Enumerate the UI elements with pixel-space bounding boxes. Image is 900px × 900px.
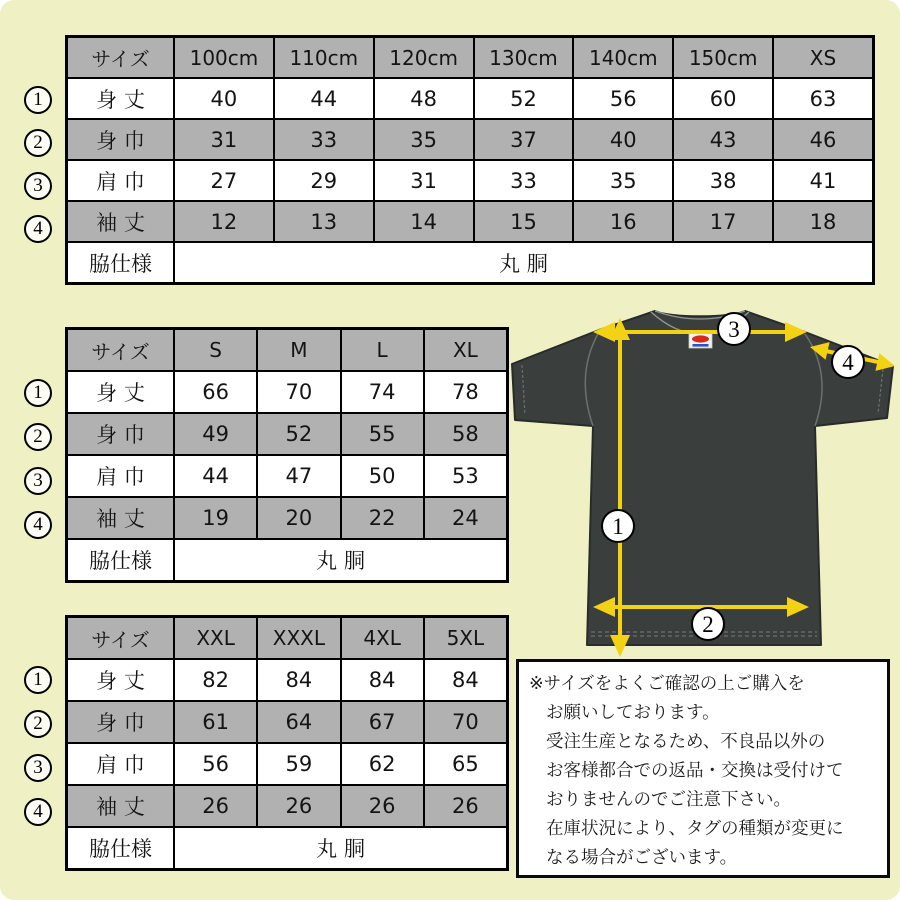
column-header: XXL [174,617,257,660]
column-header: 120cm [374,37,474,79]
column-header: L [341,329,424,372]
size-value: 27 [174,160,274,201]
footer-value: 丸 胴 [174,242,873,284]
size-value: 13 [274,201,374,242]
size-value: 55 [341,413,424,455]
size-table-adult [65,327,509,583]
row-marker-1: 1 [24,86,52,114]
size-value: 40 [573,119,673,160]
column-header: 110cm [274,37,374,79]
size-value: 78 [424,371,508,413]
size-value: 35 [374,119,474,160]
size-table-plus [65,615,509,871]
column-header: 100cm [174,37,274,79]
purchase-notice-box [516,659,890,878]
size-value: 52 [474,78,574,119]
size-value: 35 [573,160,673,201]
size-value: 47 [257,455,340,497]
size-value: 84 [341,659,424,701]
row-label: 身 巾 [67,701,175,743]
svg-text:3: 3 [728,317,740,342]
size-value: 82 [174,659,257,701]
size-value: 26 [257,785,340,827]
measure-badge-2 [692,608,724,640]
size-value: 46 [773,119,873,160]
notice-line: お客様都合での返品・交換は受付けて [546,761,844,781]
row-label: 脇仕様 [67,827,175,870]
row-label: 袖 丈 [67,497,175,539]
size-value: 17 [673,201,773,242]
size-value: 33 [474,160,574,201]
row-marker-2: 2 [24,129,52,157]
svg-text:4: 4 [842,350,854,375]
size-value: 16 [573,201,673,242]
size-value: 60 [673,78,773,119]
svg-text:2: 2 [702,612,714,637]
size-value: 84 [424,659,508,701]
column-header: 150cm [673,37,773,79]
column-header: サイズ [67,617,175,660]
size-value: 64 [257,701,340,743]
size-value: 62 [341,743,424,785]
row-marker-3: 3 [24,754,52,782]
svg-text:1: 1 [612,514,624,539]
notice-line: ※サイズをよくご確認の上ご購入を [529,674,805,694]
row-label: 脇仕様 [67,539,175,582]
size-value: 40 [174,78,274,119]
row-label: 身 丈 [67,659,175,701]
notice-line: 受注生産となるため、不良品以外の [546,732,826,752]
size-value: 33 [274,119,374,160]
row-label: 肩 巾 [67,743,175,785]
footer-value: 丸 胴 [174,827,508,870]
size-value: 12 [174,201,274,242]
row-marker-4: 4 [24,798,52,826]
row-marker-4: 4 [24,215,52,243]
size-value: 65 [424,743,508,785]
size-table [65,35,875,285]
row-label: 身 丈 [67,371,175,413]
notice-line: おりませんのでご注意下さい。 [546,790,791,810]
size-value: 61 [174,701,257,743]
row-marker-4: 4 [24,511,52,539]
row-label: 身 巾 [67,413,175,455]
size-value: 31 [174,119,274,160]
size-value: 56 [174,743,257,785]
size-value: 52 [257,413,340,455]
row-label: 肩 巾 [67,455,175,497]
size-value: 26 [424,785,508,827]
size-value: 84 [257,659,340,701]
row-marker-1: 1 [24,666,52,694]
size-value: 24 [424,497,508,539]
size-value: 70 [257,371,340,413]
measure-badge-4 [832,346,864,378]
size-table [65,327,509,583]
column-header: 5XL [424,617,508,660]
size-value: 56 [573,78,673,119]
size-value: 29 [274,160,374,201]
size-value: 58 [424,413,508,455]
size-value: 66 [174,371,257,413]
size-table [65,615,509,871]
column-header: XL [424,329,508,372]
row-marker-1: 1 [24,379,52,407]
column-header: M [257,329,340,372]
size-value: 15 [474,201,574,242]
column-header: 4XL [341,617,424,660]
size-value: 26 [174,785,257,827]
size-value: 63 [773,78,873,119]
size-value: 37 [474,119,574,160]
size-value: 22 [341,497,424,539]
size-value: 20 [257,497,340,539]
size-table-kids [65,35,875,285]
column-header: サイズ [67,37,175,79]
row-label: 身 巾 [67,119,175,160]
size-value: 18 [773,201,873,242]
measure-badge-1 [602,510,634,542]
size-value: 50 [341,455,424,497]
notice-line: お願いしております。 [546,703,720,723]
row-marker-3: 3 [24,172,52,200]
size-value: 48 [374,78,474,119]
row-marker-2: 2 [24,710,52,738]
measure-badge-3 [718,313,750,345]
size-value: 53 [424,455,508,497]
column-header: サイズ [67,329,175,372]
brand-tag [689,333,712,348]
size-value: 19 [174,497,257,539]
size-value: 70 [424,701,508,743]
size-value: 67 [341,701,424,743]
row-label: 袖 丈 [67,785,175,827]
tshirt-measurement-figure [505,302,895,662]
size-value: 26 [341,785,424,827]
column-header: 140cm [573,37,673,79]
row-label: 袖 丈 [67,201,175,242]
size-value: 41 [773,160,873,201]
notice-line: なる場合がございます。 [546,848,738,868]
column-header: S [174,329,257,372]
size-value: 38 [673,160,773,201]
row-marker-2: 2 [24,423,52,451]
size-value: 44 [274,78,374,119]
notice-line: 在庫状況により、タグの種類が変更に [546,819,844,839]
size-value: 49 [174,413,257,455]
column-header: XXXL [257,617,340,660]
column-header: 130cm [474,37,574,79]
size-value: 59 [257,743,340,785]
size-value: 44 [174,455,257,497]
row-label: 脇仕様 [67,242,175,284]
size-value: 43 [673,119,773,160]
footer-value: 丸 胴 [174,539,508,582]
size-value: 31 [374,160,474,201]
row-label: 身 丈 [67,78,175,119]
row-label: 肩 巾 [67,160,175,201]
size-value: 74 [341,371,424,413]
row-marker-3: 3 [24,467,52,495]
column-header: XS [773,37,873,79]
size-value: 14 [374,201,474,242]
